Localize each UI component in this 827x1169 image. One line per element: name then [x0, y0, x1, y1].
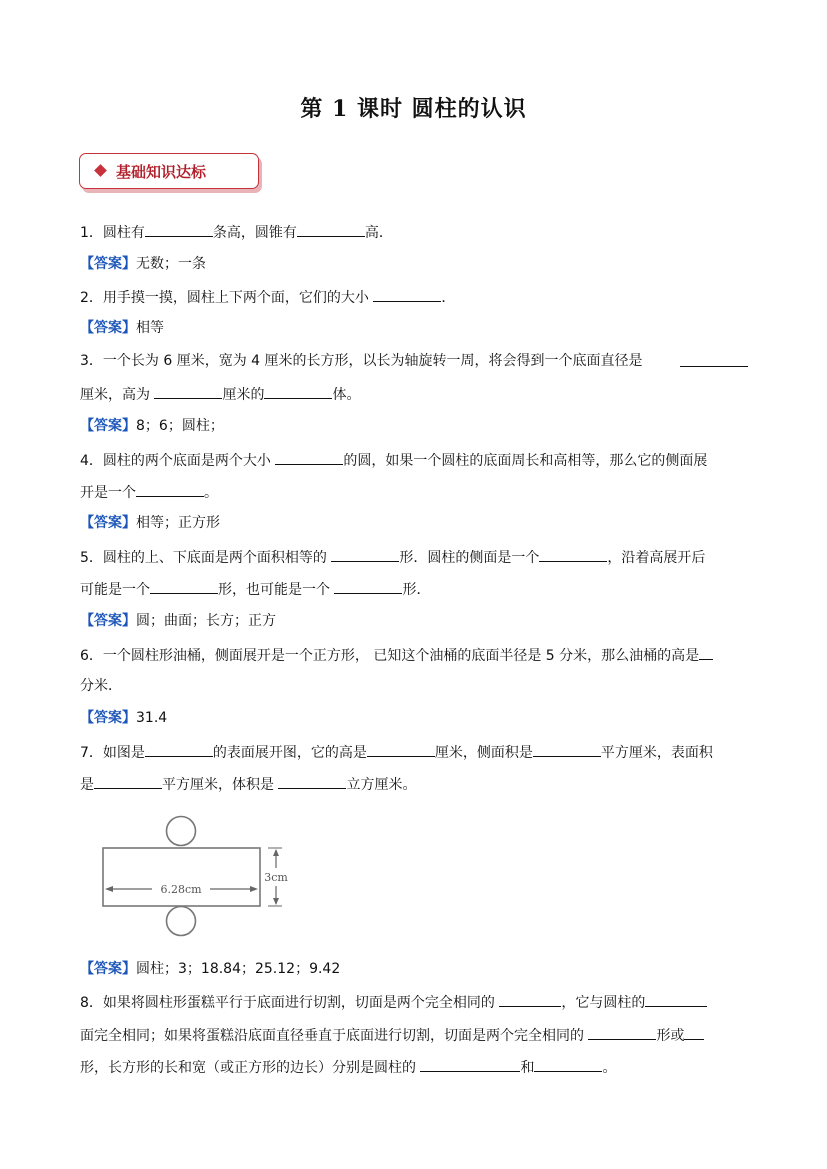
- answer-7: 【答案】圆柱；3；18.84；25.12；9.42: [80, 961, 341, 977]
- bottom-circle: [167, 907, 196, 936]
- blank: [367, 741, 435, 757]
- blank: [145, 741, 213, 757]
- cylinder-net-figure: [100, 812, 300, 940]
- question-7-line-2: 是 平方厘米，体积是 立方厘米。: [80, 773, 416, 795]
- section-header: [79, 153, 259, 189]
- question-3-line-1: 3．一个长为 6 厘米，宽为 4 厘米的长方形，以长为轴旋转一周，将会得到一个底面直径是: [80, 353, 643, 369]
- blank: [684, 1024, 704, 1040]
- blank: [136, 481, 204, 497]
- question-5-line-1: 5．圆柱的上、下底面是两个面积相等的 形．圆柱的侧面是一个 ，沿着高展开后: [80, 546, 705, 568]
- height-label: 3cm: [264, 871, 288, 884]
- blank: [499, 991, 561, 1007]
- question-6-line-2: 分米．: [80, 678, 122, 694]
- answer-6: 【答案】31.4: [80, 710, 168, 726]
- answer-5: 【答案】圆；曲面；长方；正方: [80, 613, 276, 629]
- blank: [533, 741, 601, 757]
- question-4-line-2: 开是一个 。: [80, 481, 218, 503]
- page-title: 第 1 课时 圆柱的认识: [300, 96, 527, 122]
- blank: [275, 449, 343, 465]
- blank: [154, 383, 222, 399]
- blank: [373, 286, 441, 302]
- question-8-line-1: 8．如果将圆柱形蛋糕平行于底面进行切割，切面是两个完全相同的 ，它与圆柱的: [80, 991, 707, 1013]
- top-circle: [167, 817, 196, 846]
- blank: [539, 546, 607, 562]
- blank: [297, 221, 365, 237]
- answer-1: 【答案】无数；一条: [80, 256, 206, 272]
- question-8-line-3: 形，长方形的长和宽（或正方形的边长）分别是圆柱的 和 。: [80, 1056, 616, 1078]
- side-rectangle: [103, 848, 260, 906]
- question-6-line-1: 6．一个圆柱形油桶，侧面展开是一个正方形， 已知这个油桶的底面半径是 5 分米，那么油桶的高是: [80, 644, 713, 666]
- blank: [331, 546, 399, 562]
- question-1: 1．圆柱有 条高，圆锥有 高．: [80, 221, 393, 243]
- answer-2: 【答案】相等: [80, 320, 164, 336]
- blank: [150, 578, 218, 594]
- answer-4: 【答案】相等；正方形: [80, 515, 220, 531]
- blank: [680, 351, 748, 373]
- question-7-line-1: 7．如图是 的表面展开图，它的高是 厘米，侧面积是 平方厘米，表面积: [80, 741, 713, 763]
- diamond-icon: [94, 164, 107, 177]
- question-3-line-2: 厘米，高为 厘米的 体。: [80, 383, 360, 405]
- blank: [278, 773, 346, 789]
- section-label: 基础知识达标: [116, 163, 207, 181]
- question-5-line-2: 可能是一个 形，也可能是一个 形．: [80, 578, 430, 600]
- answer-3: 【答案】8；6；圆柱；: [80, 418, 224, 434]
- blank: [534, 1056, 602, 1072]
- question-2: 2．用手摸一摸，圆柱上下两个面，它们的大小 ．: [80, 286, 455, 308]
- question-4-line-1: 4．圆柱的两个底面是两个大小 的圆，如果一个圆柱的底面周长和高相等，那么它的侧面展: [80, 449, 707, 471]
- blank: [420, 1056, 520, 1072]
- question-8-line-2: 面完全相同；如果将蛋糕沿底面直径垂直于底面进行切割，切面是两个完全相同的 形或: [80, 1024, 704, 1046]
- blank: [588, 1024, 656, 1040]
- blank: [699, 644, 713, 660]
- blank: [94, 773, 162, 789]
- blank: [334, 578, 402, 594]
- blank: [645, 991, 707, 1007]
- blank: [264, 383, 332, 399]
- width-label: 6.28cm: [160, 883, 202, 896]
- blank: [145, 221, 213, 237]
